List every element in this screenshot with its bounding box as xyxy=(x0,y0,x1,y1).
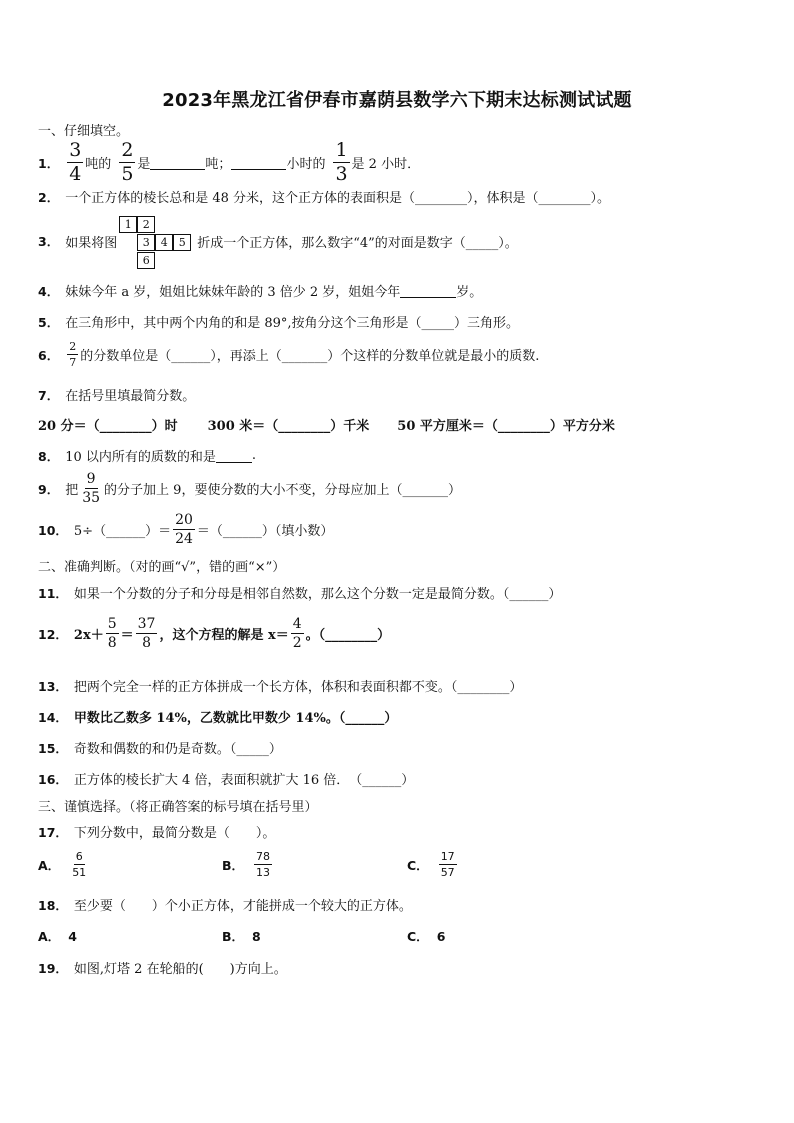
question-text: 的分数单位是（______），再添上（_______）个这样的分数单位就是最小的质数. xyxy=(80,349,540,364)
question-number: 1． xyxy=(38,155,60,171)
fraction: $\frac{2}{5}$ xyxy=(121,139,134,185)
question-text: 如果将图 xyxy=(65,235,118,251)
option-a[interactable] xyxy=(38,927,83,945)
question-14 xyxy=(38,707,397,726)
question-4 xyxy=(38,281,482,300)
question-19 xyxy=(38,958,287,977)
question-text: 正方体的棱长扩大 4 倍，表面积就扩大 16 倍． （______） xyxy=(73,773,415,788)
fraction: $\frac{5}{8}$ xyxy=(107,616,117,651)
conversion-item: 20 分＝（________）时 xyxy=(38,419,178,434)
net-cell: 6 xyxy=(137,252,155,269)
section-heading-2: 二、准确判断。（对的画“√”，错的画“×”） xyxy=(38,560,286,575)
option-b[interactable] xyxy=(222,851,274,878)
question-number: 4． xyxy=(38,283,60,299)
question-number: 3． xyxy=(38,234,60,249)
question-number: 17． xyxy=(38,824,68,840)
question-18 xyxy=(38,895,412,914)
question-9 xyxy=(38,472,461,505)
fraction: $\frac{4}{2}$ xyxy=(292,616,302,651)
option-value: 4 xyxy=(68,928,77,944)
fraction: $\frac{6}{51}$ xyxy=(72,850,87,879)
fraction: $\frac{9}{35}$ xyxy=(82,471,101,506)
question-7 xyxy=(38,385,195,404)
net-cell: 5 xyxy=(173,234,191,251)
question-text: 至少要（ ）个小正方体，才能拼成一个较大的正方体。 xyxy=(73,899,412,914)
answer-blank[interactable] xyxy=(231,155,286,170)
question-number: 13． xyxy=(38,678,68,694)
question-2 xyxy=(38,187,610,206)
question-text: ＝ xyxy=(120,628,134,643)
fraction: $\frac{37}{8}$ xyxy=(137,616,156,651)
question-number: 11． xyxy=(38,585,68,601)
fraction: $\frac{17}{57}$ xyxy=(440,850,455,879)
option-a[interactable] xyxy=(38,851,90,878)
question-text: 甲数比乙数多 14%，乙数就比甲数少 14%。（______） xyxy=(73,711,398,726)
option-value: 6 xyxy=(436,928,446,944)
question-text: . xyxy=(251,448,257,463)
question-text: ＝（______）（填小数） xyxy=(196,524,334,539)
question-number: 9． xyxy=(38,481,60,497)
question-text: ，这个方程的解是 x＝ xyxy=(159,628,289,643)
question-text: 一个正方体的棱长总和是 48 分米，这个正方体的表面积是（________），体积是（________）。 xyxy=(65,191,611,206)
question-text: 岁。 xyxy=(456,285,483,300)
question-text: 2x＋ xyxy=(73,628,104,643)
question-text: 如图,灯塔 2 在轮船的( )方向上。 xyxy=(73,962,287,977)
question-text: 在括号里填最简分数。 xyxy=(65,389,196,404)
question-7-items xyxy=(38,415,615,434)
question-text: 是 2 小时． xyxy=(351,157,421,172)
question-text: 。（________） xyxy=(305,628,391,643)
question-3 xyxy=(38,214,518,268)
option-value: 8 xyxy=(252,928,261,944)
question-text: 妹妹今年 a 岁，姐姐比妹妹年龄的 3 倍少 2 岁，姐姐今年 xyxy=(65,285,401,300)
question-number: 8． xyxy=(38,448,60,464)
question-16 xyxy=(38,769,414,788)
fraction: $\frac{20}{24}$ xyxy=(175,512,193,547)
cube-net-figure xyxy=(119,216,195,270)
question-number: 7． xyxy=(38,387,60,403)
option-b[interactable] xyxy=(222,927,267,945)
answer-blank[interactable] xyxy=(400,283,456,298)
question-6 xyxy=(38,341,539,368)
option-label: A． xyxy=(38,857,61,873)
option-label: B． xyxy=(222,857,245,873)
option-c[interactable] xyxy=(407,851,459,878)
question-5 xyxy=(38,312,519,331)
answer-blank[interactable] xyxy=(150,155,205,170)
question-text: 吨； xyxy=(205,157,232,172)
question-text: 5÷（______）＝ xyxy=(73,524,172,539)
net-cell: 1 xyxy=(119,216,137,233)
fraction: $\frac{2}{7}$ xyxy=(69,340,77,369)
question-number: 5． xyxy=(38,314,60,330)
question-text: 是 xyxy=(137,157,151,172)
question-number: 2． xyxy=(38,189,60,205)
answer-blank[interactable] xyxy=(216,448,252,463)
option-label: C． xyxy=(407,857,429,873)
option-label: A． xyxy=(38,929,61,944)
net-cell: 2 xyxy=(137,216,155,233)
question-1 xyxy=(38,141,420,184)
question-11 xyxy=(38,583,561,602)
question-text: 折成一个正方体，那么数字“4”的对面是数字（_____）。 xyxy=(197,235,518,251)
option-label: C． xyxy=(407,929,429,944)
question-12 xyxy=(38,617,390,650)
question-13 xyxy=(38,676,522,695)
question-17 xyxy=(38,822,275,841)
question-number: 6． xyxy=(38,347,60,363)
question-text: 如果一个分数的分子和分母是相邻自然数，那么这个分数一定是最简分数。（______） xyxy=(73,587,562,602)
question-15 xyxy=(38,738,282,757)
option-label: B． xyxy=(222,929,245,944)
question-number: 16． xyxy=(38,771,68,787)
question-10 xyxy=(38,513,333,546)
page-title: 2023年黑龙江省伊春市嘉荫县数学六下期末达标测试试题 xyxy=(162,90,632,111)
question-number: 18． xyxy=(38,897,68,913)
conversion-item: 50 平方厘米＝（________）平方分米 xyxy=(397,419,615,434)
question-number: 14． xyxy=(38,709,68,725)
question-text: 吨的 xyxy=(85,157,112,172)
question-text: 小时的 xyxy=(286,157,326,172)
section-heading-1: 一、仔细填空。 xyxy=(38,124,130,139)
question-number: 19． xyxy=(38,960,68,976)
question-number: 15． xyxy=(38,740,68,756)
question-text: 把两个完全一样的正方体拼成一个长方体，体积和表面积都不变。（________） xyxy=(73,680,523,695)
fraction: $\frac{1}{3}$ xyxy=(335,139,348,185)
question-text: 奇数和偶数的和仍是奇数。（_____） xyxy=(73,742,282,757)
question-8 xyxy=(38,446,256,465)
question-text: 在三角形中，其中两个内角的和是 89°,按角分这个三角形是（_____）三角形。 xyxy=(65,316,520,331)
option-c[interactable] xyxy=(407,927,451,945)
question-text: 的分子加上 9，要使分数的大小不变，分母应加上（_______） xyxy=(104,483,461,498)
fraction: $\frac{3}{4}$ xyxy=(69,139,82,185)
question-text: 10 以内所有的质数的和是 xyxy=(65,450,216,465)
question-number: 12． xyxy=(38,626,68,642)
net-cell: 4 xyxy=(155,234,173,251)
conversion-item: 300 米＝（________）千米 xyxy=(207,419,370,434)
question-number: 10． xyxy=(38,522,68,538)
question-text: 把 xyxy=(65,483,79,498)
question-text: 下列分数中，最简分数是（ ）。 xyxy=(73,826,276,841)
fraction: $\frac{78}{13}$ xyxy=(256,850,271,879)
net-cell: 3 xyxy=(137,234,155,251)
section-heading-3: 三、谨慎选择。（将正确答案的标号填在括号里） xyxy=(38,800,318,815)
